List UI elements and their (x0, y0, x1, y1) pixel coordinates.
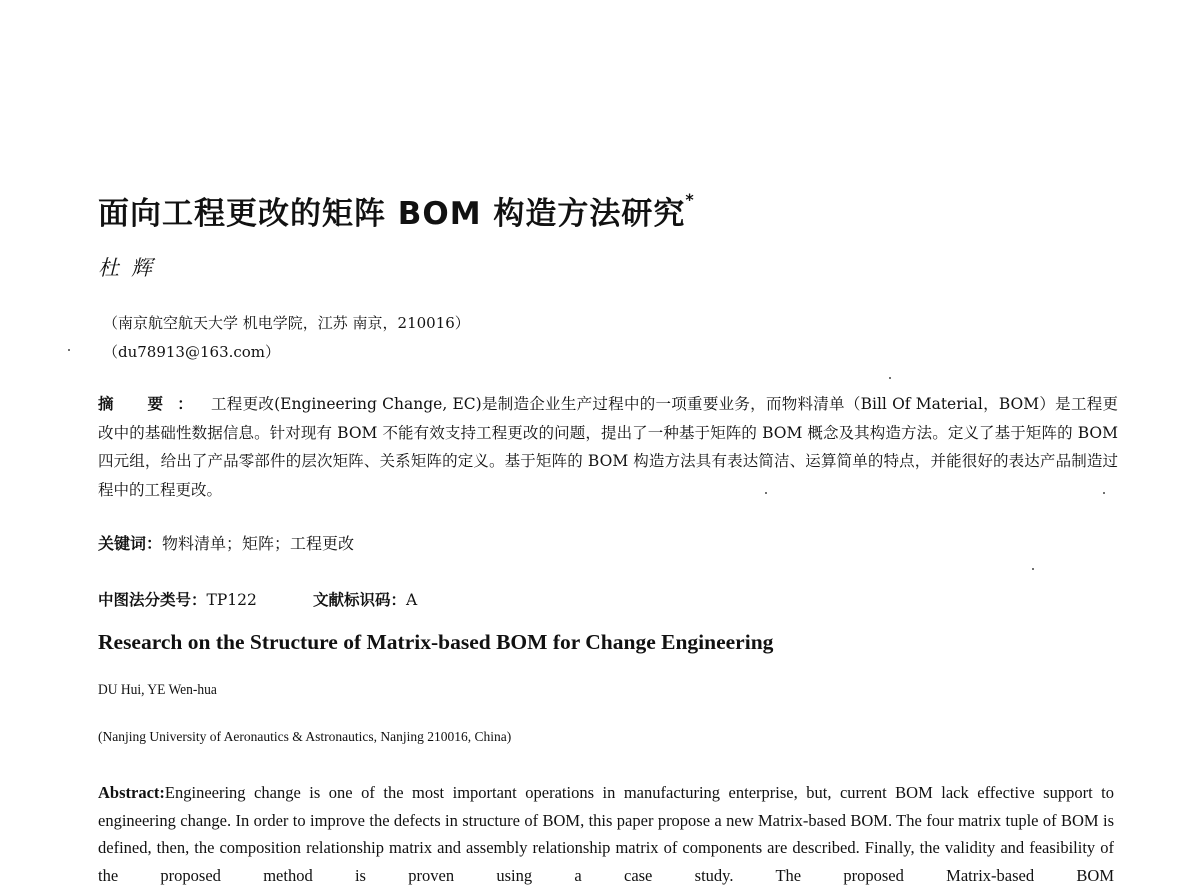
author-cn: 杜辉 (98, 256, 164, 280)
paper-title-en: Research on the Structure of Matrix-based BOM for Change Engineering (98, 630, 774, 654)
title-footnote-mark: * (685, 190, 695, 209)
abstract-cn (98, 390, 1118, 504)
keywords-text: 物料清单；矩阵；工程更改 (162, 534, 355, 553)
title-cn-text: 面向工程更改的矩阵 BOM 构造方法研究 (98, 196, 686, 232)
abstract-en (98, 779, 1114, 889)
abstract-cn-label: 摘 要： (98, 394, 208, 413)
scan-speck (68, 349, 70, 351)
affiliation-en: (Nanjing University of Aeronautics & Astronautics, Nanjing 210016, China) (98, 729, 512, 744)
scan-speck (1032, 568, 1034, 570)
author-email: （du78913@163.com） (103, 343, 281, 361)
doc-code-label: 文献标识码： (313, 591, 407, 609)
abstract-en-text: Engineering change is one of the most important operations in manufacturing enterprise, but, current BOM lack effective support to engineering change. In order to improve the defects in structure of BOM, this paper propose a new Matrix-based BOM. The four matrix tuple of BOM is defined, then, the composition relationship matrix and assembly relationship matrix of components are described. Finally, the validity and feasibility of the proposed method is proven using a case study. The proposed Matrix-based BOM (98, 783, 1114, 885)
authors-en: DU Hui, YE Wen-hua (98, 682, 217, 698)
scan-speck (889, 377, 891, 379)
keywords (98, 531, 354, 554)
clc-label: 中图法分类号： (98, 591, 207, 609)
scan-speck (1103, 492, 1105, 494)
document-code (313, 588, 417, 610)
scan-speck (765, 492, 767, 494)
keywords-label: 关键词： (98, 534, 163, 553)
clc-value: TP122 (206, 591, 257, 609)
doc-code-value: A (406, 591, 418, 609)
clc-number (98, 588, 257, 610)
affiliation-cn: （南京航空航天大学 机电学院，江苏 南京，210016） (103, 314, 470, 332)
abstract-en-label: Abstract: (98, 783, 165, 802)
paper-title-cn (98, 188, 695, 233)
abstract-cn-text: 工程更改(Engineering Change, EC)是制造企业生产过程中的一项重要业务，而物料清单（Bill Of Material，BOM）是工程更改中的基础性数据信息。针对现有 BOM 不能有效支持工程更改的问题，提出了一种基于矩阵的 BOM 概念及其构造方法。定义了基于矩阵的 BOM 四元组，给出了产品零部件的层次矩阵、关系矩阵的定义。基于矩阵的 BOM 构造方法具有表达简洁、运算简单的特点，并能很好的表达产品制造过程中的工程更改。 (98, 395, 1118, 499)
